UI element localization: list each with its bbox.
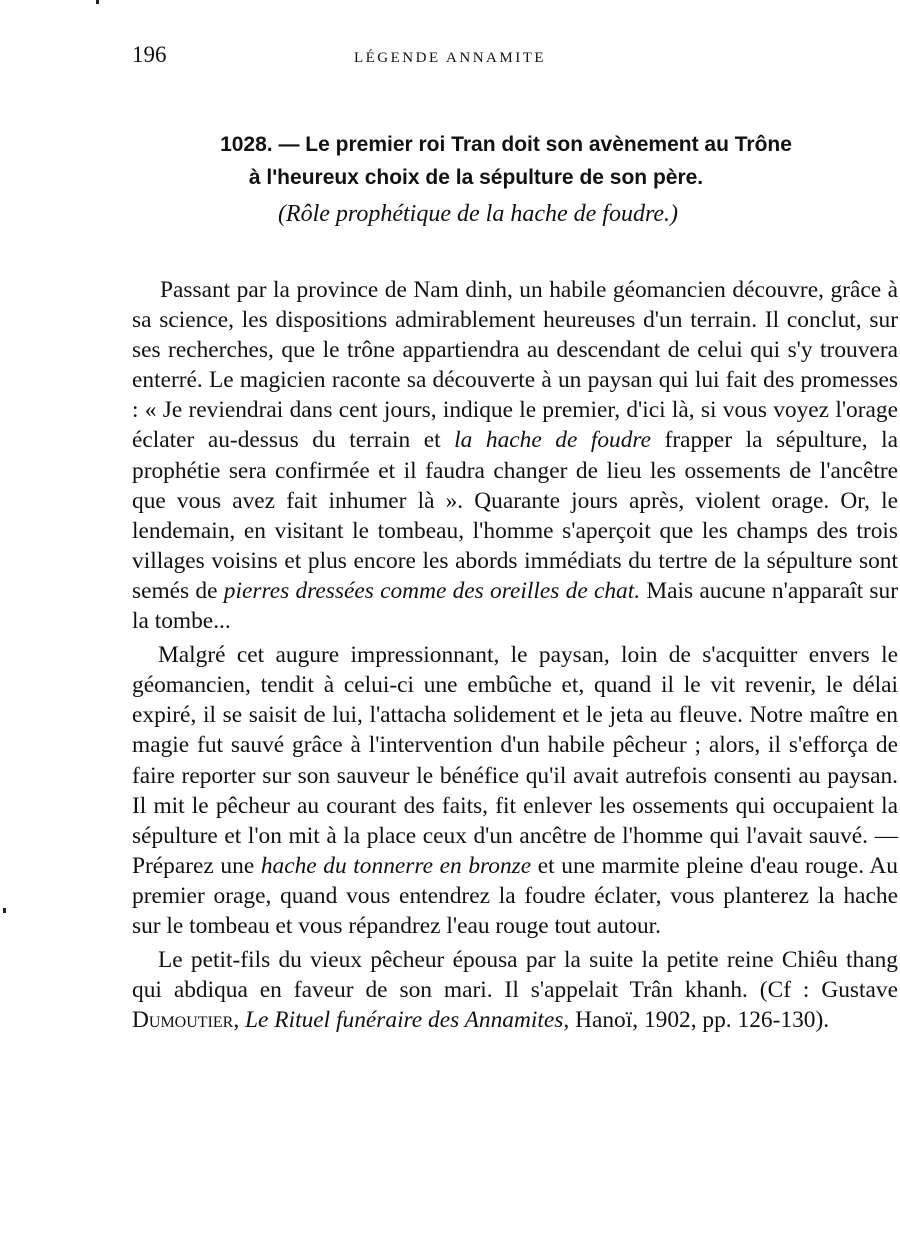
scan-speck	[3, 908, 6, 913]
section-title-block	[0, 128, 900, 234]
italic-phrase: la hache de foudre	[454, 427, 652, 454]
paragraph-3: Le petit-fils du vieux pêcheur épousa par la suite la petite reine Chiêu thang qui abdiqua en faveur de son mari. Il s'appelait Trân khanh. (Cf : Gustave Dumoutier, Le Rituel funéraire des Annamites, Hanoï, 1902, pp. 126-130).	[132, 947, 898, 1034]
paragraph-1: Passant par la province de Nam dinh, un habile géomancien découvre, grâce à sa science, les dispositions admirablement heureuses d'un terrain. Il conclut, sur ses recherches, que le trône appartiendra au descendant de celui qui s'y trouvera enterré. Le magicien raconte sa découverte à un paysan qui lui fait des promesses : « Je reviendrai dans cent jours, indique le premier, d'ici là, si vous voyez l'orage éclater au-dessus du terrain et la hache de foudre frapper la sépulture, la prophétie sera confirmée et il faudra changer de lieu les ossements de l'ancêtre que vous avez fait inhumer là ». Quarante jours après, violent orage. Or, le lendemain, en visitant le tombeau, l'homme s'aperçoit que les champs des trois villages voisins et plus encore les abords immédiats du tertre de la sépulture sont semés de pierres dressées comme des oreilles de chat. Mais aucune n'apparaît sur la tombe...	[132, 277, 899, 635]
italic-phrase: hache du tonnerre en bronze	[260, 852, 532, 879]
page-header	[0, 42, 900, 82]
running-title: LÉGENDE ANNAMITE	[353, 50, 547, 66]
section-title-line-1: 1028. — Le premier roi Tran doit son avènement au Trône	[220, 133, 792, 156]
section-title-line-2: à l'heureux choix de la sépulture de son père.	[248, 166, 704, 189]
page-number: 196	[132, 42, 167, 67]
cited-work-title: Le Rituel funéraire des Annamites	[245, 1007, 564, 1034]
scan-speck	[96, 0, 99, 4]
author-name: Dumoutier	[132, 1007, 234, 1034]
italic-phrase: pierres dressées comme des oreilles de chat.	[223, 577, 641, 604]
section-subtitle: (Rôle prophétique de la hache de foudre.)	[277, 201, 679, 227]
body-text	[132, 275, 898, 1039]
paragraph-2: Malgré cet augure impressionnant, le paysan, loin de s'acquitter envers le géomancien, tendit à celui-ci une embûche et, quand il le vit revenir, le délai expiré, il se saisit de lui, l'attacha solidement et le jeta au fleuve. Notre maître en magie fut sauvé grâce à l'intervention d'un habile pêcheur ; alors, il s'efforça de faire reporter sur son sauveur le bénéfice qu'il avait autrefois consenti au paysan. Il mit le pêcheur au courant des faits, fit enlever les ossements qui occupaient la sépulture et l'on mit à la place ceux d'un ancêtre de l'homme qui l'avait sauvé. — Préparez une hache du tonnerre en bronze et une marmite pleine d'eau rouge. Au premier orage, quand vous entendrez la foudre éclater, vous planterez la hache sur le tombeau et vous répandrez l'eau rouge tout autour.	[132, 642, 898, 939]
